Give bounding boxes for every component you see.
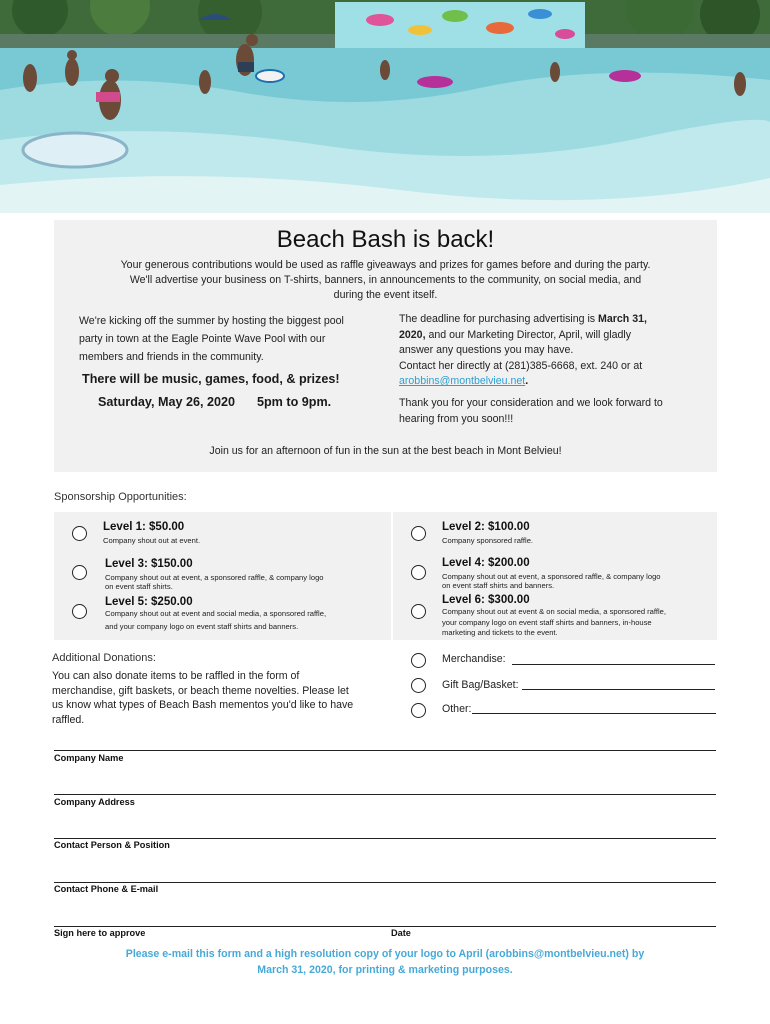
level-1-title: Level 1: $50.00 [103, 521, 185, 533]
join-line: Join us for an afternoon of fun in the sun at the best beach in Mont Belvieu! [209, 445, 562, 457]
level-3-radio[interactable] [72, 565, 87, 580]
level-4-desc: Company shout out at event, a sponsored raffle, & company logo on event staff shirts and banners. [442, 572, 661, 590]
merchandise-label: Merchandise: [442, 653, 506, 665]
company-address-label: Company Address [54, 797, 135, 807]
gift-basket-radio[interactable] [411, 678, 426, 693]
company-address-field[interactable] [54, 794, 716, 795]
donations-heading: Additional Donations: [52, 652, 156, 664]
intro-paragraph [84, 258, 687, 303]
level-3-title: Level 3: $150.00 [105, 558, 193, 570]
level-2-radio[interactable] [411, 526, 426, 541]
contact-line: Contact her directly at (281)385-6668, ext. 240 or at [399, 359, 643, 372]
merchandise-radio[interactable] [411, 653, 426, 668]
merchandise-input-line[interactable] [512, 664, 715, 665]
contact-person-field[interactable] [54, 838, 716, 839]
level-6-desc: Company shout out at event & on social media, a sponsored raffle, your company logo on event staff shirts and banners, in-house marketing and tickets to the event. [442, 607, 667, 637]
wave-pool-illustration [0, 0, 770, 213]
other-radio[interactable] [411, 703, 426, 718]
event-date-time [98, 395, 388, 409]
email-link[interactable]: arobbins@montbelvieu.net [399, 375, 526, 387]
email-line: arobbins@montbelvieu.net. [399, 375, 529, 387]
deadline-line-3: answer any questions you may have. [399, 344, 574, 356]
event-highlight: There will be music, games, food, & prizes! [82, 372, 340, 386]
event-line: We're kicking off the summer by hosting the biggest pool [79, 315, 344, 327]
donations-text: You can also donate items to be raffled in the form of merchandise, gift baskets, or beach theme novelties. Please let us know what types of Beach Bash mementos you'd like to have raffled. [52, 670, 354, 726]
thanks-note: Thank you for your consideration and we look forward to hearing from you soon!!! [399, 397, 663, 425]
date-label: Date [391, 928, 411, 938]
contact-phone-field[interactable] [54, 882, 716, 883]
company-name-label: Company Name [54, 753, 124, 763]
contact-phone-label: Contact Phone & E-mail [54, 884, 159, 894]
sponsorship-heading: Sponsorship Opportunities: [54, 491, 187, 503]
event-line: members and friends in the community. [79, 351, 264, 363]
level-1-desc: Company shout out at event. [103, 536, 201, 545]
other-input-line[interactable] [472, 713, 716, 714]
deadline-line-1: The deadline for purchasing advertising is March 31, [399, 313, 647, 325]
other-label: Other: [442, 703, 472, 715]
level-4-radio[interactable] [411, 565, 426, 580]
gift-basket-label: Gift Bag/Basket: [442, 679, 519, 691]
signature-field[interactable] [54, 926, 716, 927]
intro-line: Your generous contributions would be used as raffle giveaways and prizes for games before and during the party. [120, 259, 651, 271]
level-2-title: Level 2: $100.00 [442, 521, 530, 533]
level-5-radio[interactable] [72, 604, 87, 619]
contact-person-label: Contact Person & Position [54, 840, 170, 850]
footer-note: Please e-mail this form and a high resolution copy of your logo to April (arobbins@montbelvieu.net) by March 31, 2020, for printing & marketing purposes. [125, 948, 645, 976]
company-name-field[interactable] [54, 750, 716, 751]
intro-line: during the event itself. [333, 289, 438, 301]
level-5-title: Level 5: $250.00 [105, 596, 193, 608]
event-line: party in town at the Eagle Pointe Wave Pool with our [79, 333, 326, 345]
event-description [79, 312, 379, 366]
event-date: Saturday, May 26, 2020 [98, 395, 235, 409]
event-time: 5pm to 9pm. [256, 395, 332, 409]
signature-label: Sign here to approve [54, 928, 146, 938]
deadline-info [399, 312, 699, 390]
level-2-desc: Company sponsored raffle. [442, 536, 534, 545]
page-title: Beach Bash is back! [276, 226, 495, 253]
intro-panel [54, 220, 717, 472]
level-3-desc: Company shout out at event, a sponsored raffle, & company logo on event staff shirts. [105, 573, 324, 591]
deadline-line-2: 2020, and our Marketing Director, April, will gladly [399, 328, 632, 341]
level-1-radio[interactable] [72, 526, 87, 541]
level-6-title: Level 6: $300.00 [442, 594, 530, 606]
gift-basket-input-line[interactable] [522, 689, 715, 690]
hero-photo [0, 0, 770, 213]
level-4-title: Level 4: $200.00 [442, 557, 530, 569]
intro-line: We'll advertise your business on T-shirts, banners, in announcements to the community, on social media, and [129, 274, 642, 286]
level-5-desc: Company shout out at event and social media, a sponsored raffle, and your company logo on event staff shirts and banners. [105, 609, 327, 631]
level-6-radio[interactable] [411, 604, 426, 619]
